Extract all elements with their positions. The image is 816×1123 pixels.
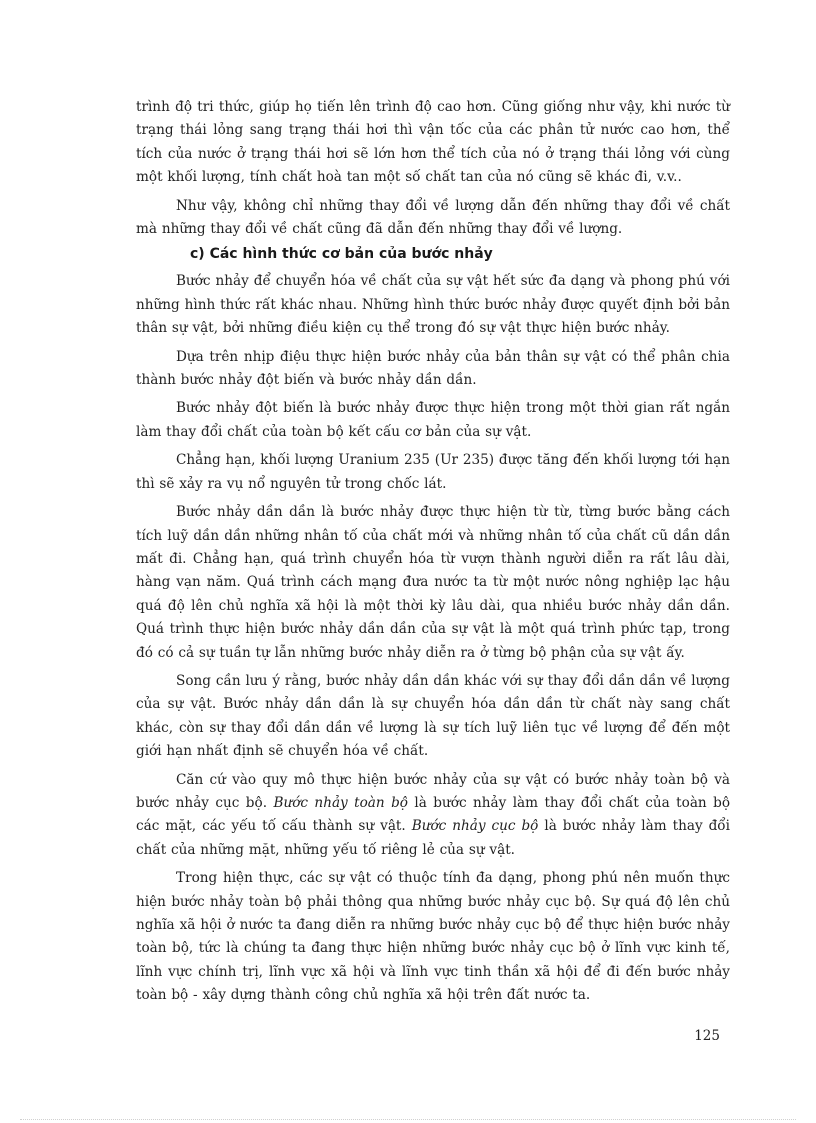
page-number: 125 <box>694 1028 720 1044</box>
paragraph-forms-intro: Bước nhảy để chuyển hóa về chất của sự vật hết sức đa dạng và phong phú với những hình thức rất khác nhau. Những hình thức bước nhảy được quyết định bởi bản thân sự vật, bởi những điều kiện cụ thể trong đó sự vật thực hiện bước nhảy. <box>136 273 730 337</box>
body-text <box>136 96 730 1008</box>
term-partial-leap: Bước nhảy cục bộ <box>411 818 539 835</box>
definition-whole-leap: là bước nhảy làm thay đổi chất của toàn bộ các mặt, các yếu tố cấu thành sự vật. <box>136 794 730 835</box>
page-bottom-divider <box>20 1119 796 1120</box>
paragraph-uranium-example: Chẳng hạn, khối lượng Uranium 235 (Ur 235) được tăng đến khối lượng tới hạn thì sẽ xảy ra vụ nổ nguyên tử trong chốc lát. <box>136 452 730 492</box>
paragraph-continued: trình độ tri thức, giúp họ tiến lên trình độ cao hơn. Cũng giống như vậy, khi nước từ trạng thái lỏng sang trạng thái hơi thì vận tốc của các phân tử nước cao hơn, thể tích của nước ở trạng thái hơi sẽ lớn hơn thể tích của nó ở trạng thái lỏng với cùng một khối lượng, tính chất hoà tan một số chất tan của nó cũng sẽ khác đi, v.v.. <box>136 99 730 186</box>
definition-partial-leap: là bước nhảy làm thay đổi chất của những mặt, những yếu tố riêng lẻ của sự vật. <box>136 818 730 858</box>
section-heading: c) Các hình thức cơ bản của bước nhảy <box>190 246 493 263</box>
paragraph-summary: Như vậy, không chỉ những thay đổi về lượng dẫn đến những thay đổi về chất mà những thay đổi về chất cũng đã dẫn đến những thay đổi về lượng. <box>136 197 730 238</box>
term-whole-leap: Bước nhảy toàn bộ <box>273 794 408 811</box>
paragraph-reality: Trong hiện thực, các sự vật có thuộc tính đa dạng, phong phú nên muốn thực hiện bước nhảy toàn bộ phải thông qua những bước nhảy cục bộ. Sự quá độ lên chủ nghĩa xã hội ở nước ta đang diễn ra những bước nhảy cục bộ để thực hiện bước nhảy toàn bộ, tức là chúng ta đang thực hiện những bước nhảy cục bộ ở lĩnh vực kinh tế, lĩnh vực chính trị, lĩnh vực xã hội và lĩnh vực tinh thần xã hội để đi đến bước nhảy toàn bộ - xây dựng thành công chủ nghĩa xã hội trên đất nước ta. <box>136 870 730 1004</box>
paragraph-gradual-note: Song cần lưu ý rằng, bước nhảy dần dần khác với sự thay đổi dần dần về lượng của sự vật. Bước nhảy dần dần là sự chuyển hóa dần dần từ chất này sang chất khác, còn sự thay đổi dần dần về lượng là sự tích luỹ liên tục về lượng để đến một giới hạn nhất định sẽ chuyển hóa về chất. <box>136 672 730 760</box>
scale-intro: Căn cứ vào quy mô thực hiện bước nhảy của sự vật có bước nhảy toàn bộ và bước nhảy cục bộ. <box>136 771 730 811</box>
paragraph-sudden-leap: Bước nhảy đột biến là bước nhảy được thực hiện trong một thời gian rất ngắn làm thay đổi chất của toàn bộ kết cấu cơ bản của sự vật. <box>136 400 730 440</box>
paragraph-rhythm: Dựa trên nhịp điệu thực hiện bước nhảy của bản thân sự vật có thể phân chia thành bước nhảy đột biến và bước nhảy dần dần. <box>136 348 730 389</box>
paragraph-gradual-leap: Bước nhảy dần dần là bước nhảy được thực hiện từ từ, từng bước bằng cách tích luỹ dần dần những nhân tố của chất mới và những nhân tố của chất cũ dần dần mất đi. Chẳng hạn, quá trình chuyển hóa từ vượn thành người diễn ra rất lâu dài, hàng vạn năm. Quá trình cách mạng đưa nước ta từ một nước nông nghiệp lạc hậu quá độ lên chủ nghĩa xã hội là một thời kỳ lâu dài, qua nhiều bước nhảy dần dần. Quá trình thực hiện bước nhảy dần dần của sự vật là một quá trình phức tạp, trong đó có cả sự tuần tự lẫn những bước nhảy diễn ra ở từng bộ phận của sự vật ấy. <box>136 504 730 661</box>
paragraph-scale <box>136 769 730 863</box>
